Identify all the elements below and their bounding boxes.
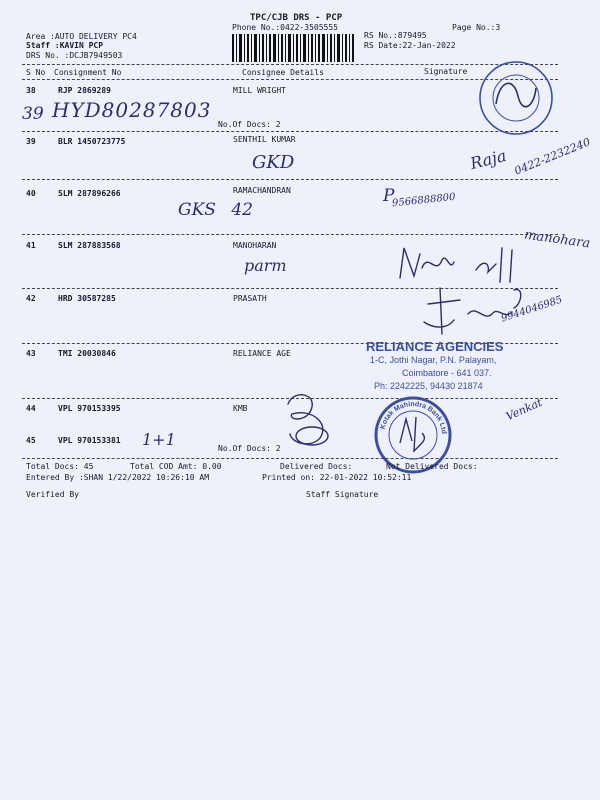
- round-stamp: [474, 58, 558, 138]
- handwritten-signature: Raja: [468, 145, 509, 174]
- staff-label: Staff :KAVIN PCP: [26, 41, 104, 50]
- row-rule: [22, 458, 558, 459]
- row-consignee: RELIANCE AGE: [233, 349, 291, 358]
- handwritten-mark: P: [383, 186, 395, 206]
- handwritten-note: GKD: [252, 152, 295, 173]
- staff-signature: Staff Signature: [306, 490, 379, 499]
- row-consignee: SENTHIL KUMAR: [233, 135, 296, 144]
- printed-on: Printed on: 22-01-2022 10:52:11: [262, 473, 412, 482]
- entered-by: Entered By :SHAN 1/22/2022 10:26:10 AM: [26, 473, 210, 482]
- not-delivered-docs: Not Delivered Docs:: [386, 462, 478, 471]
- handwritten-signature: Venkat: [504, 395, 545, 424]
- row-consignee: RAMACHANDRAN: [233, 186, 291, 195]
- row-sno: 43: [26, 349, 36, 358]
- row-sno: 38: [26, 86, 36, 95]
- row-rule: [22, 234, 558, 235]
- row-sno: 39: [26, 137, 36, 146]
- handwritten-note: parm: [244, 256, 287, 275]
- row-consignment: BLR 1450723775: [58, 137, 126, 146]
- row-rule: [22, 179, 558, 180]
- handwritten-consignment: HYD80287803: [52, 98, 212, 122]
- row-docs: No.Of Docs: 2: [218, 120, 281, 129]
- col-consignee: Consignee Details: [242, 68, 324, 77]
- phone-number: Phone No.:0422-3505555: [232, 23, 338, 32]
- stamp-address-line2: Coimbatore - 641 037.: [402, 368, 492, 378]
- delivered-docs: Delivered Docs:: [280, 462, 353, 471]
- drs-number: DRS No. :DCJB7949503: [26, 51, 123, 60]
- stamp-company-name: RELIANCE AGENCIES: [366, 339, 504, 354]
- handwritten-phone: 9944046985: [499, 294, 564, 325]
- rs-date: RS Date:22-Jan-2022: [364, 41, 456, 50]
- row-consignee: PRASATH: [233, 294, 267, 303]
- row-consignment: SLM 287883568: [58, 241, 121, 250]
- row-docs: No.Of Docs: 2: [218, 444, 281, 453]
- bank-seal-text: Kotak Mahindra Bank Ltd: [379, 400, 448, 435]
- row-sno: 42: [26, 294, 36, 303]
- col-consignment: Consignment No: [54, 68, 122, 77]
- row-consignee: MILL WRIGHT: [233, 86, 286, 95]
- barcode: [232, 34, 354, 62]
- page-number: Page No.:3: [452, 23, 501, 32]
- row-consignment: HRD 30587285: [58, 294, 116, 303]
- handwritten-note: GKS 42: [178, 200, 253, 220]
- handwritten-phone: 0422-2232240: [512, 135, 593, 178]
- row-sno: 40: [26, 189, 36, 198]
- row-sno: 45: [26, 436, 36, 445]
- total-docs: Total Docs: 45: [26, 462, 94, 471]
- signature-scrawl: [392, 242, 532, 288]
- rs-number: RS No.:879495: [364, 31, 427, 40]
- stamp-phone: Ph: 2242225, 94430 21874: [374, 381, 483, 391]
- handwritten-loop: [276, 390, 342, 452]
- row-consignee: MANOHARAN: [233, 241, 277, 250]
- row-sno: 44: [26, 404, 36, 413]
- document-title: TPC/CJB DRS - PCP: [250, 13, 343, 23]
- verified-by: Verified By: [26, 490, 79, 499]
- col-sno: S No: [26, 68, 46, 77]
- stamp-address-line1: 1-C, Jothi Nagar, P.N. Palayam,: [370, 355, 497, 365]
- handwritten-phone: 9566888800: [391, 191, 457, 210]
- row-consignment: SLM 287896266: [58, 189, 121, 198]
- handwritten-sno: 39: [22, 104, 44, 124]
- row-consignment: RJP 2869289: [58, 86, 111, 95]
- row-consignment: VPL 970153381: [58, 436, 121, 445]
- row-sno: 41: [26, 241, 36, 250]
- row-consignee: KMB: [233, 404, 248, 413]
- row-consignment: TMI 20030846: [58, 349, 116, 358]
- handwritten-signature: manohara: [523, 227, 592, 252]
- col-signature: Signature: [424, 67, 468, 76]
- handwritten-note: 1+1: [142, 430, 176, 449]
- area-label: Area :AUTO DELIVERY PC4: [26, 32, 137, 41]
- row-consignment: VPL 970153395: [58, 404, 121, 413]
- total-cod: Total COD Amt: 0.00: [130, 462, 222, 471]
